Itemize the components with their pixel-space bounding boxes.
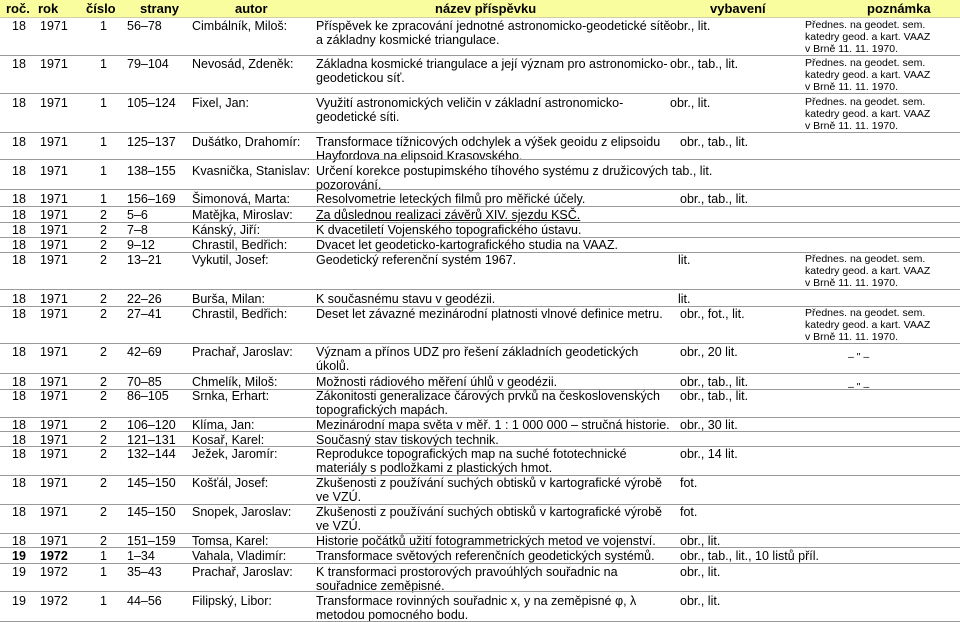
cell-pozn2: katedry geod. a kart. VAAZ — [805, 265, 931, 277]
cell-pozn1: Přednes. na geodet. sem. — [805, 253, 926, 265]
cell-autor: Ježek, Jaromír: — [192, 447, 278, 461]
cell-nazev1: Současný stav tiskových technik. — [316, 433, 499, 447]
cell-roc: 18 — [12, 307, 26, 321]
cell-roc: 18 — [12, 164, 26, 178]
cell-cislo: 2 — [100, 253, 107, 267]
cell-vyb: obr., tab., lit. — [680, 389, 749, 403]
cell-cislo: 2 — [100, 292, 107, 306]
cell-pozn2: katedry geod. a kart. VAAZ — [805, 31, 931, 43]
cell-autor: Vahala, Vladimír: — [192, 549, 287, 563]
cell-pozn2: katedry geod. a kart. VAAZ — [805, 319, 931, 331]
table-row — [0, 17, 960, 55]
cell-strany: 125–137 — [127, 135, 176, 149]
cell-rok: 1971 — [40, 447, 68, 461]
cell-nazev1: Využití astronomických veličin v základní astronomicko- — [316, 96, 624, 110]
cell-roc: 18 — [12, 57, 26, 71]
cell-rok: 1971 — [40, 223, 68, 237]
cell-strany: 86–105 — [127, 389, 169, 403]
cell-nazev2: materiály s podložkami z plastických hmot. — [316, 461, 553, 475]
cell-pozn3: v Brně 11. 11. 1970. — [805, 43, 899, 55]
cell-vyb: obr., lit. — [670, 19, 711, 33]
cell-strany: 79–104 — [127, 57, 169, 71]
cell-pozn3: v Brně 11. 11. 1970. — [805, 81, 899, 93]
table-row — [0, 503, 960, 533]
cell-nazev1: Základna kosmické triangulace a její význam pro astronomicko- — [316, 57, 668, 71]
cell-vyb: obr., lit. — [680, 534, 721, 548]
cell-pozn3: v Brně 11. 11. 1970. — [805, 277, 899, 289]
cell-nazev1: Příspěvek ke zpracování jednotné astronomicko-geodetické sítě — [316, 19, 671, 33]
cell-autor: Košťál, Josef: — [192, 476, 269, 490]
cell-strany: 106–120 — [127, 418, 176, 432]
cell-cislo: 1 — [100, 192, 107, 206]
cell-nazev1: Transformace tížnicových odchylek a výšek geoidu z elipsoidu — [316, 135, 661, 149]
cell-roc: 18 — [12, 345, 26, 359]
cell-roc: 18 — [12, 476, 26, 490]
table-row — [0, 236, 960, 252]
table-row — [0, 592, 960, 621]
cell-cislo: 1 — [100, 549, 107, 563]
cell-nazev2: geodetické síti. — [316, 110, 400, 124]
cell-roc: 18 — [12, 375, 26, 389]
cell-autor: Nevosád, Zdeněk: — [192, 57, 294, 71]
cell-rok: 1971 — [40, 164, 68, 178]
table-row — [0, 431, 960, 446]
cell-nazev1: Za důslednou realizaci závěrů XIV. sjezdu KSČ. — [316, 208, 581, 222]
cell-nazev2: a základny kosmické triangulace. — [316, 33, 500, 47]
cell-nazev1: Možnosti rádiového měření úhlů v geodézii. — [316, 375, 558, 389]
cell-roc: 18 — [12, 389, 26, 403]
cell-cislo: 1 — [100, 164, 107, 178]
cell-roc: 18 — [12, 208, 26, 222]
cell-rok: 1971 — [40, 292, 68, 306]
table-row — [0, 305, 960, 343]
cell-cislo: 1 — [100, 565, 107, 579]
cell-strany: 27–41 — [127, 307, 162, 321]
cell-cislo: 2 — [100, 447, 107, 461]
cell-strany: 145–150 — [127, 476, 176, 490]
cell-rok: 1971 — [40, 96, 68, 110]
cell-strany: 1–34 — [127, 549, 155, 563]
cell-roc: 18 — [12, 433, 26, 447]
cell-autor: Prachař, Jaroslav: — [192, 345, 293, 359]
cell-autor: Cimbálník, Miloš: — [192, 19, 288, 33]
cell-pozn1: – " – — [848, 381, 870, 393]
cell-cislo: 2 — [100, 534, 107, 548]
cell-vyb: tab., lit. — [672, 164, 713, 178]
cell-nazev2: geodetickou síť. — [316, 71, 405, 85]
cell-rok: 1972 — [40, 594, 68, 608]
cell-nazev2: topografických mapách. — [316, 403, 449, 417]
cell-nazev2: úkolů. — [316, 359, 350, 373]
table-row — [0, 55, 960, 93]
cell-vyb: lit. — [678, 292, 691, 306]
cell-vyb: obr., tab., lit., 10 listů příl. — [680, 549, 819, 563]
cell-autor: Šimonová, Marta: — [192, 192, 290, 206]
table-row — [0, 532, 960, 547]
cell-autor: Klíma, Jan: — [192, 418, 255, 432]
cell-roc: 19 — [12, 565, 26, 579]
cell-roc: 18 — [12, 447, 26, 461]
header-roc: roč. — [6, 1, 30, 16]
cell-autor: Snopek, Jaroslav: — [192, 505, 292, 519]
cell-strany: 22–26 — [127, 292, 162, 306]
cell-nazev1: K dvacetiletí Vojenského topografického ústavu. — [316, 223, 582, 237]
cell-roc: 18 — [12, 223, 26, 237]
cell-rok: 1971 — [40, 476, 68, 490]
cell-autor: Kánský, Jiří: — [192, 223, 261, 237]
cell-cislo: 2 — [100, 476, 107, 490]
cell-strany: 121–131 — [127, 433, 176, 447]
cell-rok: 1971 — [40, 375, 68, 389]
cell-rok: 1971 — [40, 389, 68, 403]
cell-strany: 132–144 — [127, 447, 176, 461]
table-row — [0, 547, 960, 563]
cell-nazev1: Zákonitosti generalizace čárových prvků na československých — [316, 389, 660, 403]
table-row — [0, 94, 960, 132]
cell-pozn3: v Brně 11. 11. 1970. — [805, 120, 899, 132]
cell-cislo: 1 — [100, 594, 107, 608]
table-row — [0, 474, 960, 504]
cell-cislo: 2 — [100, 345, 107, 359]
cell-roc: 18 — [12, 418, 26, 432]
cell-nazev1: Význam a přínos UDZ pro řešení základních geodetických — [316, 345, 639, 359]
cell-strany: 9–12 — [127, 238, 155, 252]
cell-roc: 18 — [12, 192, 26, 206]
table-row — [0, 416, 960, 431]
cell-roc: 18 — [12, 505, 26, 519]
cell-nazev1: Zkušenosti z používání suchých obtisků v kartografické výrobě — [316, 505, 662, 519]
cell-cislo: 2 — [100, 505, 107, 519]
cell-rok: 1971 — [40, 307, 68, 321]
cell-nazev1: Historie počátků užití fotogrammetrických metod ve vojenství. — [316, 534, 656, 548]
cell-autor: Filipský, Libor: — [192, 594, 272, 608]
cell-autor: Tomsa, Karel: — [192, 534, 269, 548]
cell-rok: 1971 — [40, 19, 68, 33]
cell-cislo: 2 — [100, 375, 107, 389]
header-poznamka: poznámka — [867, 1, 931, 16]
cell-autor: Fixel, Jan: — [192, 96, 249, 110]
cell-vyb: obr., 20 lit. — [680, 345, 738, 359]
cell-strany: 56–78 — [127, 19, 162, 33]
cell-vyb: lit. — [678, 253, 691, 267]
cell-cislo: 2 — [100, 433, 107, 447]
header-nazev: název příspěvku — [435, 1, 537, 16]
cell-strany: 156–169 — [127, 192, 176, 206]
cell-autor: Chmelík, Miloš: — [192, 375, 278, 389]
cell-strany: 105–124 — [127, 96, 176, 110]
cell-roc: 18 — [12, 135, 26, 149]
cell-cislo: 2 — [100, 307, 107, 321]
cell-pozn1: Přednes. na geodet. sem. — [805, 307, 926, 319]
row-divider — [0, 159, 960, 160]
cell-roc: 19 — [12, 549, 26, 563]
cell-strany: 35–43 — [127, 565, 162, 579]
cell-vyb: obr., tab., lit. — [680, 135, 749, 149]
cell-rok: 1972 — [40, 549, 68, 563]
cell-nazev2: metodou pomocného bodu. — [316, 608, 469, 622]
cell-roc: 18 — [12, 253, 26, 267]
cell-autor: Dušátko, Drahomír: — [192, 135, 301, 149]
cell-strany: 13–21 — [127, 253, 162, 267]
cell-pozn2: katedry geod. a kart. VAAZ — [805, 108, 931, 120]
cell-vyb: fot. — [680, 476, 698, 490]
cell-nazev1: Určení korekce postupimského tíhového systému z družicových — [316, 164, 669, 178]
cell-rok: 1971 — [40, 418, 68, 432]
cell-pozn1: – " – — [848, 351, 870, 363]
cell-autor: Srnka, Erhart: — [192, 389, 270, 403]
cell-nazev1: Mezinárodní mapa světa v měř. 1 : 1 000 000 – stručná historie. — [316, 418, 670, 432]
cell-nazev2: pozorování. — [316, 178, 382, 192]
cell-strany: 70–85 — [127, 375, 162, 389]
table-row — [0, 343, 960, 373]
cell-cislo: 2 — [100, 389, 107, 403]
table-header — [0, 0, 960, 18]
cell-autor: Prachař, Jaroslav: — [192, 565, 293, 579]
cell-rok: 1971 — [40, 345, 68, 359]
table-row — [0, 133, 960, 163]
cell-nazev1: Dvacet let geodeticko-kartografického studia na VAAZ. — [316, 238, 619, 252]
cell-cislo: 1 — [100, 135, 107, 149]
table-row — [0, 563, 960, 591]
cell-cislo: 2 — [100, 223, 107, 237]
cell-autor: Kosař, Karel: — [192, 433, 265, 447]
cell-cislo: 2 — [100, 238, 107, 252]
cell-roc: 18 — [12, 238, 26, 252]
cell-roc: 18 — [12, 292, 26, 306]
cell-nazev1: Deset let závazné mezinárodní platnosti vlnové definice metru. — [316, 307, 663, 321]
cell-vyb: obr., tab., lit. — [670, 57, 739, 71]
cell-pozn1: Přednes. na geodet. sem. — [805, 96, 926, 108]
table-row — [0, 162, 960, 192]
cell-cislo: 1 — [100, 96, 107, 110]
cell-rok: 1971 — [40, 433, 68, 447]
cell-nazev1: Transformace rovinných souřadnic x, y na zeměpisné φ, λ — [316, 594, 637, 608]
table-row — [0, 251, 960, 289]
cell-vyb: obr., lit. — [680, 594, 721, 608]
table-row — [0, 190, 960, 206]
cell-cislo: 1 — [100, 57, 107, 71]
cell-strany: 151–159 — [127, 534, 176, 548]
cell-vyb: fot. — [680, 505, 698, 519]
cell-strany: 7–8 — [127, 223, 148, 237]
header-rok: rok — [38, 1, 59, 16]
table-row — [0, 445, 960, 475]
header-strany: strany — [140, 1, 180, 16]
cell-nazev1: K současnému stavu v geodézii. — [316, 292, 496, 306]
cell-autor: Matějka, Miroslav: — [192, 208, 293, 222]
cell-roc: 18 — [12, 96, 26, 110]
cell-strany: 145–150 — [127, 505, 176, 519]
cell-rok: 1971 — [40, 238, 68, 252]
cell-cislo: 2 — [100, 418, 107, 432]
cell-strany: 5–6 — [127, 208, 148, 222]
table-row — [0, 221, 960, 237]
cell-rok: 1971 — [40, 534, 68, 548]
cell-vyb: obr., lit. — [680, 565, 721, 579]
cell-rok: 1972 — [40, 565, 68, 579]
cell-strany: 42–69 — [127, 345, 162, 359]
cell-vyb: obr., tab., lit. — [680, 375, 749, 389]
cell-roc: 19 — [12, 594, 26, 608]
cell-pozn2: katedry geod. a kart. VAAZ — [805, 69, 931, 81]
table-row — [0, 206, 960, 222]
cell-nazev1: Transformace světových referenčních geodetických systémů. — [316, 549, 655, 563]
cell-autor: Burša, Milan: — [192, 292, 265, 306]
cell-vyb: obr., 14 lit. — [680, 447, 738, 461]
cell-strany: 44–56 — [127, 594, 162, 608]
cell-roc: 18 — [12, 534, 26, 548]
cell-pozn3: v Brně 11. 11. 1970. — [805, 331, 899, 343]
cell-strany: 138–155 — [127, 164, 176, 178]
cell-rok: 1971 — [40, 192, 68, 206]
cell-rok: 1971 — [40, 253, 68, 267]
cell-nazev1: Resolvometrie leteckých filmů pro měřické účely. — [316, 192, 586, 206]
header-autor: autor — [235, 1, 268, 16]
cell-cislo: 2 — [100, 208, 107, 222]
cell-vyb: obr., fot., lit. — [680, 307, 745, 321]
cell-rok: 1971 — [40, 208, 68, 222]
cell-pozn1: Přednes. na geodet. sem. — [805, 57, 926, 69]
header-cislo: číslo — [86, 1, 116, 16]
cell-rok: 1971 — [40, 505, 68, 519]
cell-rok: 1971 — [40, 135, 68, 149]
header-vybaveni: vybavení — [710, 1, 766, 16]
cell-nazev1: Geodetický referenční systém 1967. — [316, 253, 517, 267]
table-row — [0, 387, 960, 417]
cell-pozn1: Přednes. na geodet. sem. — [805, 19, 926, 31]
cell-autor: Vykutil, Josef: — [192, 253, 269, 267]
cell-autor: Chrastil, Bedřich: — [192, 307, 288, 321]
cell-nazev1: Reprodukce topografických map na suché fototechnické — [316, 447, 627, 461]
cell-nazev2: souřadnice zeměpisné. — [316, 579, 445, 593]
cell-nazev2: ve VZÚ. — [316, 519, 362, 533]
cell-nazev2: ve VZÚ. — [316, 490, 362, 504]
cell-nazev1: K transformaci prostorových pravoúhlých souřadnic na — [316, 565, 618, 579]
cell-vyb: obr., lit. — [670, 96, 711, 110]
table-row — [0, 290, 960, 306]
cell-roc: 18 — [12, 19, 26, 33]
cell-vyb: obr., tab., lit. — [680, 192, 749, 206]
cell-nazev2: Hayfordova na elipsoid Krasovského. — [316, 149, 523, 163]
cell-autor: Chrastil, Bedřich: — [192, 238, 288, 252]
cell-cislo: 1 — [100, 19, 107, 33]
cell-autor: Kvasnička, Stanislav: — [192, 164, 311, 178]
cell-vyb: obr., 30 lit. — [680, 418, 738, 432]
cell-nazev1: Zkušenosti z používání suchých obtisků v kartografické výrobě — [316, 476, 662, 490]
cell-rok: 1971 — [40, 57, 68, 71]
